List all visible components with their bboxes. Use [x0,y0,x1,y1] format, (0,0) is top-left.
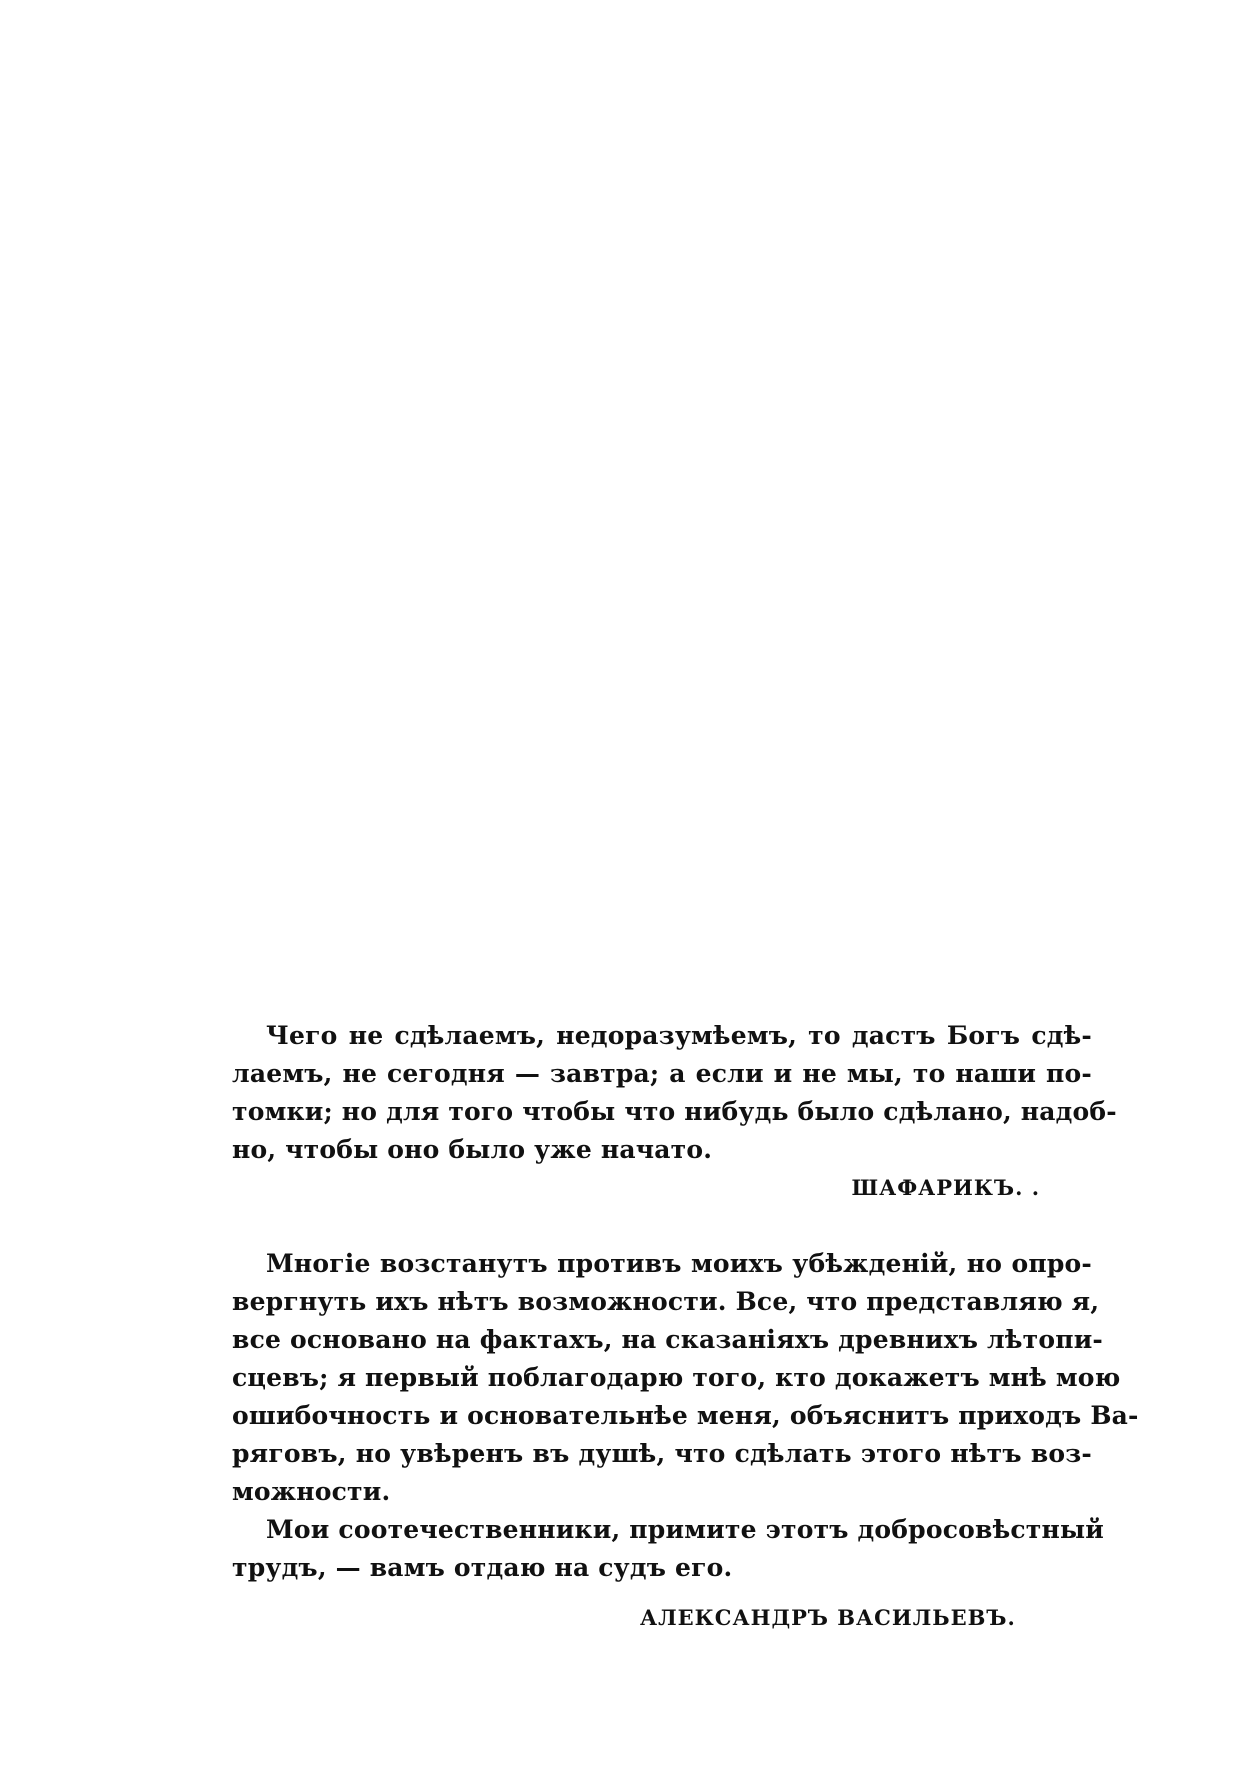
preface-line: ряговъ, но увѣренъ въ душѣ, что сдѣлать этого нѣтъ воз- [232,1439,1092,1468]
preface-line: Мои соотечественники, примите этотъ добросовѣстный [266,1515,1104,1544]
preface-line: можности. [232,1477,391,1506]
preface-line: все основано на фактахъ, на сказаніяхъ древнихъ лѣтопи- [232,1325,1104,1354]
epigraph-signature: ШАФАРИКЪ. . [851,1175,1040,1200]
epigraph-line: томки; но для того чтобы что нибудь было сдѣлано, надоб- [232,1097,1117,1126]
preface-line: вергнуть ихъ нѣтъ возможности. Все, что представляю я, [232,1287,1100,1316]
epigraph-line: лаемъ, не сегодня — завтра; а если и не мы, то наши по- [232,1059,1092,1088]
preface-line: трудъ, — вамъ отдаю на судъ его. [232,1553,733,1582]
preface-text [232,1245,1139,1587]
epigraph [232,1017,1117,1169]
preface-line: ошибочность и основательнѣе меня, объяснитъ приходъ Ва- [232,1401,1139,1430]
epigraph-line: но, чтобы оно было уже начато. [232,1135,713,1164]
author-signature: АЛЕКСАНДРЪ ВАСИЛЬЕВЪ. [640,1605,1016,1630]
epigraph-line: Чего не сдѣлаемъ, недоразумѣемъ, то дастъ Богъ сдѣ- [266,1021,1092,1050]
preface-line: Многіе возстанутъ противъ моихъ убѣжденій, но опро- [266,1249,1092,1278]
preface-line: сцевъ; я первый поблагодарю того, кто докажетъ мнѣ мою [232,1363,1121,1392]
